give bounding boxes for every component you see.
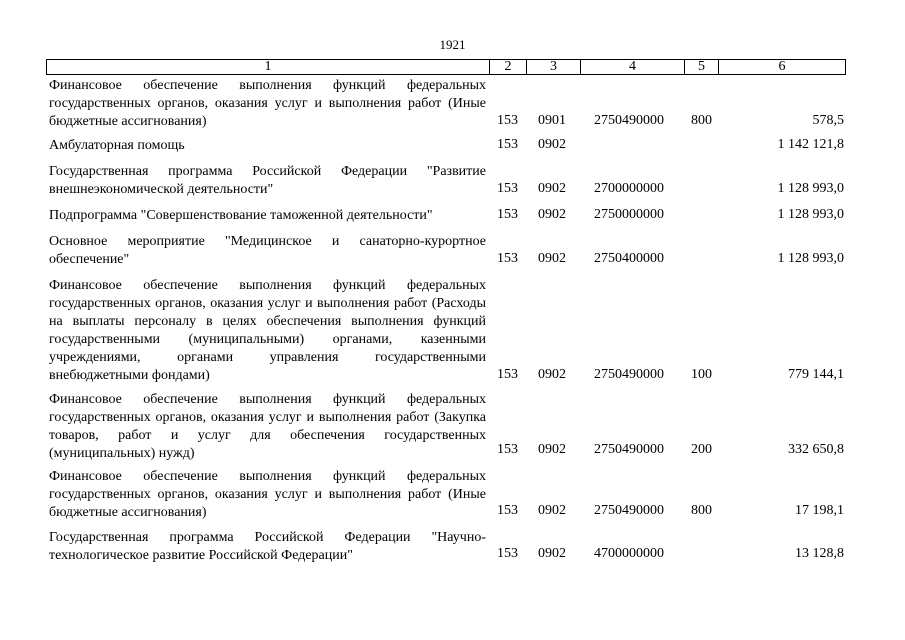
row-description: Государственная программа Российской Федерации "Научно-технологическое развитие Российской Федерации" xyxy=(49,530,486,563)
row-col-5: 200 xyxy=(691,442,712,457)
row-description: Финансовое обеспечение выполнения функций федеральных государственных органов, оказания услуг и выполнения работ (Расходы на выплаты персоналу в целях обеспечения выполнения функций государственными (муниципальными) органами, казенными учреждениями, органами управления государственными внебюджетными фондами) xyxy=(49,278,486,383)
page-number: 1921 xyxy=(439,37,466,52)
header-col-3: 3 xyxy=(527,60,581,74)
row-col-3: 0901 xyxy=(538,113,566,128)
row-col-4: 2750000000 xyxy=(594,207,664,222)
row-col-6: 1 142 121,8 xyxy=(777,137,844,152)
row-col-6: 1 128 993,0 xyxy=(777,251,844,266)
row-col-2: 153 xyxy=(497,442,518,457)
row-description: Амбулаторная помощь xyxy=(49,138,185,153)
row-col-6: 1 128 993,0 xyxy=(777,181,844,196)
row-col-3: 0902 xyxy=(538,137,566,152)
row-col-6: 1 128 993,0 xyxy=(777,207,844,222)
row-col-6: 332 650,8 xyxy=(788,442,844,457)
row-col-6: 779 144,1 xyxy=(788,367,844,382)
row-col-2: 153 xyxy=(497,367,518,382)
table-row xyxy=(46,391,846,463)
row-col-4: 2750490000 xyxy=(594,367,664,382)
row-col-4: 2750490000 xyxy=(594,442,664,457)
row-col-3: 0902 xyxy=(538,503,566,518)
header-col-4: 4 xyxy=(581,60,685,74)
row-col-3: 0902 xyxy=(538,442,566,457)
table-row xyxy=(46,207,846,225)
table-row xyxy=(46,529,846,565)
row-col-4: 2750490000 xyxy=(594,503,664,518)
row-col-2: 153 xyxy=(497,503,518,518)
row-col-6: 578,5 xyxy=(812,113,844,128)
row-description: Государственная программа Российской Федерации "Развитие внешнеэкономической деятельности" xyxy=(49,164,486,197)
row-col-3: 0902 xyxy=(538,251,566,266)
table-header xyxy=(46,59,846,75)
row-col-2: 153 xyxy=(497,546,518,561)
row-col-4: 2750490000 xyxy=(594,113,664,128)
row-col-3: 0902 xyxy=(538,367,566,382)
row-col-5: 800 xyxy=(691,113,712,128)
row-description: Финансовое обеспечение выполнения функций федеральных государственных органов, оказания услуг и выполнения работ (Закупка товаров, работ и услуг для обеспечения государственных (муниципальных) нужд) xyxy=(49,392,486,461)
table-row xyxy=(46,77,846,131)
row-description: Основное мероприятие "Медицинское и санаторно-курортное обеспечение" xyxy=(49,234,486,267)
row-description: Финансовое обеспечение выполнения функций федеральных государственных органов, оказания услуг и выполнения работ (Иные бюджетные ассигнования) xyxy=(49,78,486,129)
row-col-2: 153 xyxy=(497,113,518,128)
row-col-5: 800 xyxy=(691,503,712,518)
header-col-1: 1 xyxy=(47,60,490,74)
row-col-2: 153 xyxy=(497,251,518,266)
table-row xyxy=(46,137,846,155)
header-col-6: 6 xyxy=(778,59,786,74)
row-col-6: 17 198,1 xyxy=(795,503,844,518)
row-col-5: 100 xyxy=(691,367,712,382)
table-row xyxy=(46,277,846,385)
row-col-6: 13 128,8 xyxy=(795,546,844,561)
table-row xyxy=(46,163,846,199)
row-col-3: 0902 xyxy=(538,207,566,222)
row-col-2: 153 xyxy=(497,181,518,196)
row-col-4: 4700000000 xyxy=(594,546,664,561)
row-col-3: 0902 xyxy=(538,181,566,196)
row-col-4: 2700000000 xyxy=(594,181,664,196)
table-row xyxy=(46,468,846,522)
table-row xyxy=(46,233,846,269)
row-col-4: 2750400000 xyxy=(594,251,664,266)
row-col-3: 0902 xyxy=(538,546,566,561)
row-col-2: 153 xyxy=(497,207,518,222)
header-col-5: 5 xyxy=(685,60,719,74)
row-description: Подпрограмма "Совершенствование таможенной деятельности" xyxy=(49,208,433,223)
header-col-2: 2 xyxy=(490,60,527,74)
row-col-2: 153 xyxy=(497,137,518,152)
row-description: Финансовое обеспечение выполнения функций федеральных государственных органов, оказания услуг и выполнения работ (Иные бюджетные ассигнования) xyxy=(49,469,486,520)
